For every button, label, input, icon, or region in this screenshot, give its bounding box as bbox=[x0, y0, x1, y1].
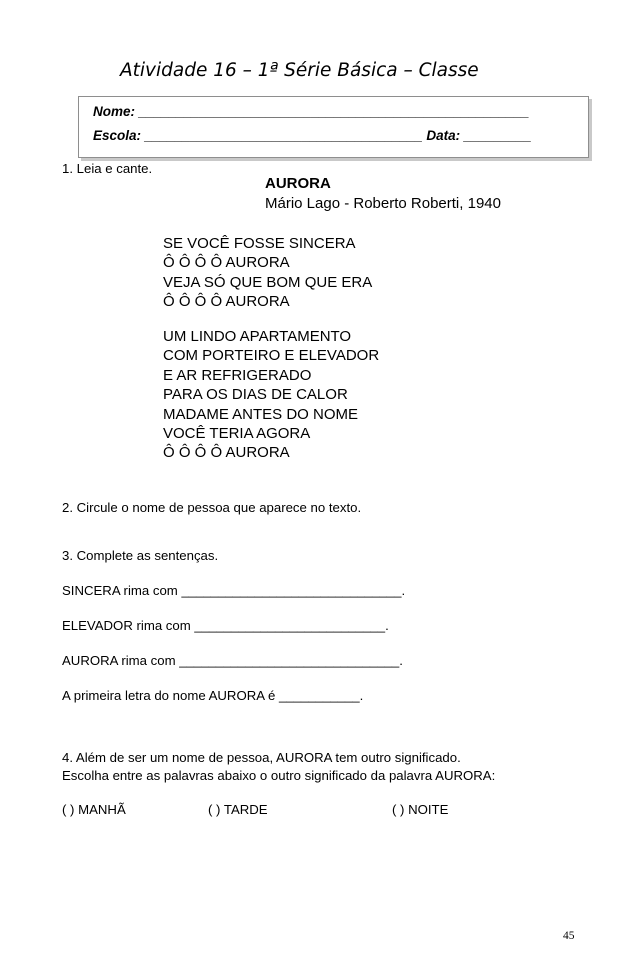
poem-line: PARA OS DIAS DE CALOR bbox=[163, 386, 348, 404]
question-3-instruction: 3. Complete as sentenças. bbox=[62, 548, 219, 563]
question-4-line-2: Escolha entre as palavras abaixo o outro significado da palavra AURORA: bbox=[62, 768, 496, 783]
poem-line: UM LINDO APARTAMENTO bbox=[163, 328, 352, 345]
poem-line: COM PORTEIRO E ELEVADOR bbox=[163, 347, 380, 365]
question-1-instruction: 1. Leia e cante. bbox=[62, 161, 153, 176]
poem-line: MADAME ANTES DO NOME bbox=[163, 405, 359, 423]
rhyme-aurora-blank[interactable]: AURORA rima com ______________________________. bbox=[62, 653, 403, 668]
poem-stanza-2 bbox=[163, 327, 379, 463]
escola-data-field[interactable]: Escola: _____________________________________ Data: _________ bbox=[93, 128, 532, 143]
first-letter-blank[interactable]: A primeira letra do nome AURORA é ___________. bbox=[62, 688, 364, 703]
poem-line: E AR REFRIGERADO bbox=[163, 366, 312, 384]
poem-line: Ô Ô Ô Ô AURORA bbox=[163, 254, 290, 272]
option-manha[interactable]: ( ) MANHÃ bbox=[62, 802, 126, 817]
question-4-line-1: 4. Além de ser um nome de pessoa, AURORA tem outro significado. bbox=[62, 750, 461, 765]
student-info-box bbox=[78, 96, 589, 158]
poem-line: Ô Ô Ô Ô AURORA bbox=[163, 293, 290, 311]
poem-stanza-1 bbox=[163, 234, 372, 312]
song-title: AURORA bbox=[265, 175, 331, 192]
nome-field[interactable]: Nome: ____________________________________________________ bbox=[93, 104, 530, 119]
page-title: Atividade 16 – 1ª Série Básica – Classe bbox=[120, 60, 479, 81]
poem-line: SE VOCÊ FOSSE SINCERA bbox=[163, 235, 356, 252]
rhyme-sincera-blank[interactable]: SINCERA rima com ______________________________. bbox=[62, 583, 406, 598]
rhyme-elevador-blank[interactable]: ELEVADOR rima com __________________________. bbox=[62, 618, 389, 633]
question-2-instruction: 2. Circule o nome de pessoa que aparece no texto. bbox=[62, 500, 362, 515]
song-authors: Mário Lago - Roberto Roberti, 1940 bbox=[265, 195, 501, 212]
option-noite[interactable]: ( ) NOITE bbox=[392, 802, 449, 817]
poem-line: Ô Ô Ô Ô AURORA bbox=[163, 444, 290, 462]
page-number: 45 bbox=[563, 930, 575, 942]
poem-line: VOCÊ TERIA AGORA bbox=[163, 424, 311, 442]
option-tarde[interactable]: ( ) TARDE bbox=[208, 802, 268, 817]
poem-line: VEJA SÓ QUE BOM QUE ERA bbox=[163, 273, 373, 291]
